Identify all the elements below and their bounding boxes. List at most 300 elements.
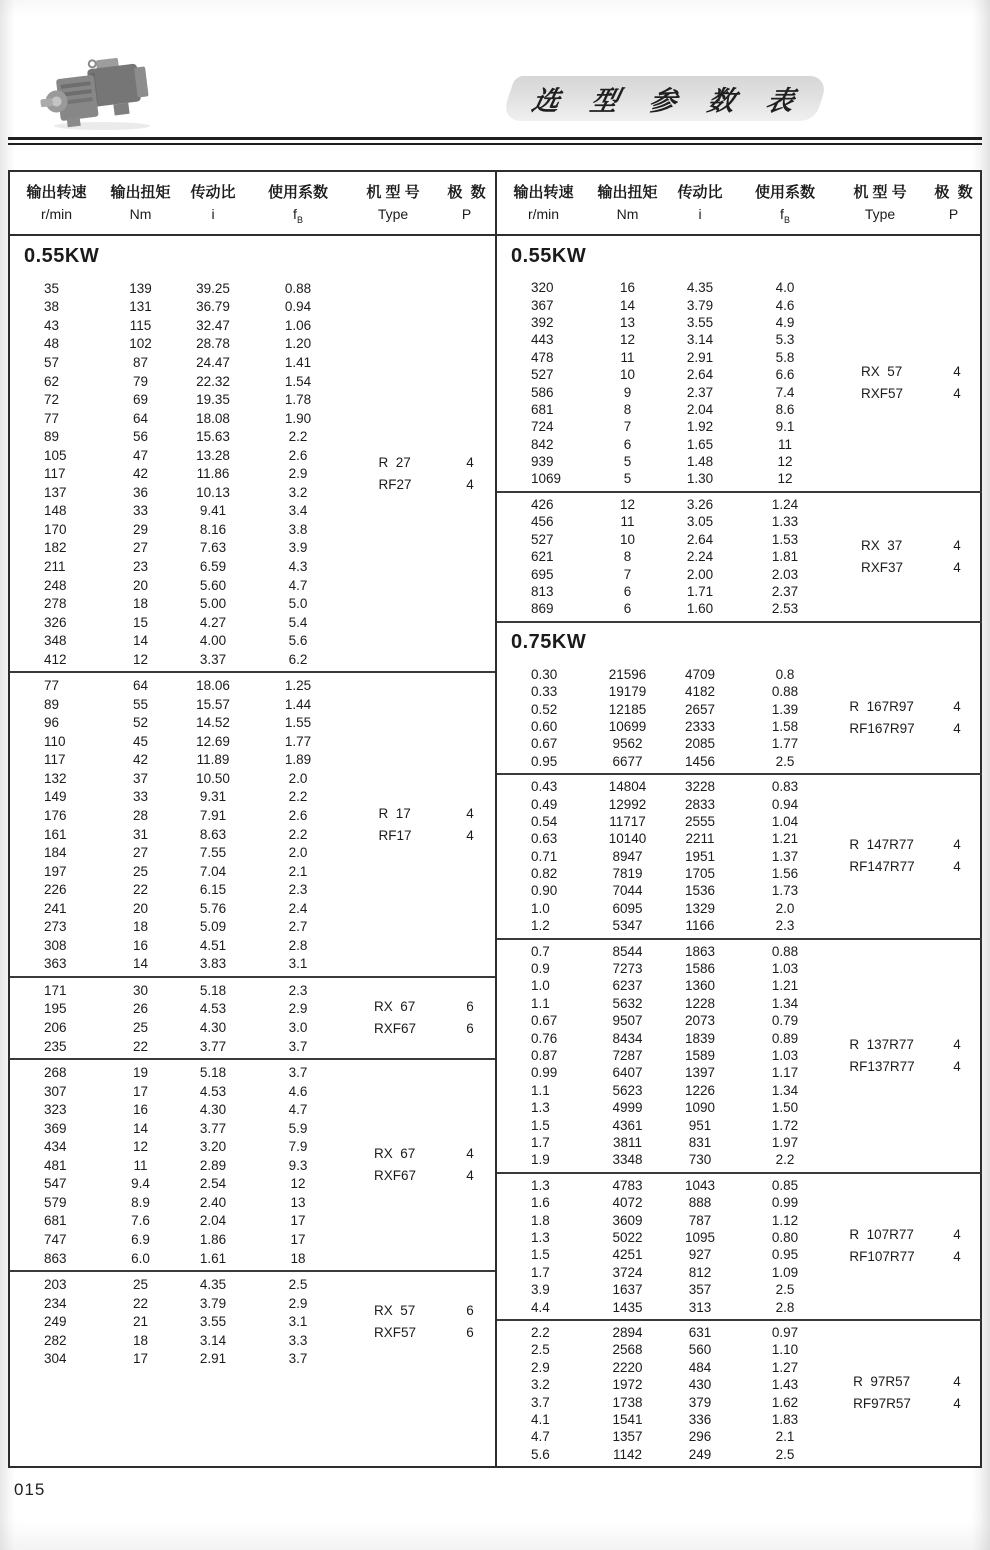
type-label-lines <box>849 1224 914 1268</box>
header-rule-bottom <box>8 143 982 145</box>
poles-line: 4 <box>953 537 961 553</box>
poles-label <box>443 803 497 847</box>
type-label-lines <box>374 1300 416 1344</box>
torque-value: 5632 <box>612 995 643 1011</box>
torque-value: 20 <box>132 577 149 593</box>
rpm-value: 137 <box>44 484 67 500</box>
ratio-value: 1.65 <box>686 436 714 452</box>
service-factor-value: 0.85 <box>771 1177 799 1193</box>
data-row <box>10 1082 495 1101</box>
poles-line: 4 <box>466 1146 474 1162</box>
type-label-lines <box>849 834 914 878</box>
service-factor-value: 3.4 <box>288 503 308 519</box>
ratio-value: 4.53 <box>199 1001 227 1017</box>
type-line: R 147R77 <box>849 837 914 853</box>
column-header-cn: 输出扭矩 <box>110 184 171 202</box>
data-row <box>497 900 982 917</box>
page-title: 选 型 参 数 表 <box>529 86 810 116</box>
data-block <box>497 775 982 938</box>
type-line: RX 67 <box>373 999 416 1015</box>
torque-value: 33 <box>132 503 149 519</box>
poles-line: 4 <box>466 827 474 843</box>
rpm-value: 132 <box>44 770 67 786</box>
ratio-value: 888 <box>688 1195 712 1211</box>
data-block <box>10 1060 495 1270</box>
poles-line: 6 <box>466 1324 474 1340</box>
poles-label <box>930 1371 984 1415</box>
rpm-value: 0.43 <box>531 779 558 795</box>
rpm-value: 1.1 <box>531 995 550 1011</box>
type-label-lines <box>861 535 903 579</box>
service-factor-value: 1.62 <box>771 1394 799 1410</box>
type-label <box>345 452 445 496</box>
data-row <box>10 613 495 632</box>
rpm-value: 89 <box>44 429 60 445</box>
service-factor-value: 1.21 <box>771 831 799 847</box>
column-header-cn: 输出转速 <box>513 184 574 202</box>
data-row <box>10 936 495 955</box>
service-factor-value: 1.25 <box>284 678 312 694</box>
data-row <box>10 1193 495 1212</box>
data-row <box>10 714 495 733</box>
rpm-value: 89 <box>44 696 60 712</box>
ratio-value: 1166 <box>685 918 715 934</box>
data-row <box>10 631 495 650</box>
torque-value: 1738 <box>612 1394 643 1410</box>
service-factor-value: 3.7 <box>288 1065 308 1081</box>
torque-value: 27 <box>132 845 149 861</box>
torque-value: 1541 <box>612 1411 643 1427</box>
ratio-value: 3.79 <box>686 297 714 313</box>
data-row <box>497 1082 982 1099</box>
torque-value: 6.9 <box>131 1231 150 1247</box>
torque-value: 19 <box>132 1065 149 1081</box>
rpm-value: 1.8 <box>531 1212 550 1228</box>
service-factor-value: 2.9 <box>288 1001 308 1017</box>
service-factor-value: 2.8 <box>288 937 308 953</box>
service-factor-value: 3.7 <box>288 1038 308 1054</box>
type-label-lines <box>378 452 411 496</box>
rpm-value: 195 <box>44 1001 67 1017</box>
data-row <box>10 335 495 354</box>
ratio-value: 3.26 <box>686 496 714 512</box>
ratio-value: 1.48 <box>686 454 714 470</box>
poles-line: 4 <box>466 805 474 821</box>
data-row <box>10 390 495 409</box>
rpm-value: 320 <box>531 280 554 296</box>
service-factor-value: 2.6 <box>288 447 308 463</box>
torque-value: 6095 <box>612 900 643 916</box>
service-factor-value: 4.7 <box>288 1102 308 1118</box>
ratio-value: 10.13 <box>196 484 230 500</box>
ratio-value: 1863 <box>684 943 716 959</box>
rpm-value: 434 <box>44 1139 67 1155</box>
ratio-value: 1.30 <box>686 471 714 487</box>
rpm-value: 4.7 <box>531 1429 550 1445</box>
type-label <box>832 1371 932 1415</box>
type-line: RX 57 <box>373 1302 416 1318</box>
ratio-value: 379 <box>688 1394 712 1410</box>
rpm-value: 77 <box>44 410 60 426</box>
torque-value: 8434 <box>612 1030 643 1046</box>
torque-value: 6 <box>623 583 632 599</box>
torque-value: 8947 <box>612 848 643 864</box>
service-factor-value: 0.94 <box>771 796 799 812</box>
page-title-band <box>501 76 830 121</box>
data-row <box>10 539 495 558</box>
ratio-value: 5.76 <box>199 900 227 916</box>
rpm-value: 170 <box>44 521 67 537</box>
column-header-cn: 机 型 号 <box>366 184 420 202</box>
torque-value: 6.0 <box>131 1250 150 1266</box>
service-factor-value: 1.21 <box>771 978 799 994</box>
ratio-value: 831 <box>688 1134 712 1150</box>
ratio-value: 430 <box>688 1377 712 1393</box>
data-row <box>10 298 495 317</box>
torque-value: 21596 <box>608 666 647 682</box>
data-row <box>10 520 495 539</box>
rpm-value: 206 <box>44 1019 67 1035</box>
torque-value: 7.6 <box>131 1213 150 1229</box>
type-label <box>832 834 932 878</box>
rpm-value: 0.87 <box>531 1048 558 1064</box>
data-row <box>497 513 982 530</box>
ratio-value: 22.32 <box>196 373 230 389</box>
torque-value: 4783 <box>612 1177 643 1193</box>
rpm-value: 1.0 <box>531 978 550 994</box>
data-row <box>497 666 982 683</box>
rpm-value: 1.3 <box>531 1100 550 1116</box>
ratio-value: 7.04 <box>199 863 227 879</box>
service-factor-value: 1.04 <box>771 813 799 829</box>
ratio-value: 1095 <box>684 1230 716 1246</box>
type-line: R 97R57 <box>853 1374 911 1390</box>
service-factor-value: 2.5 <box>775 1282 795 1298</box>
service-factor-value: 1.72 <box>771 1117 799 1133</box>
service-factor-value: 3.1 <box>288 956 308 972</box>
rpm-value: 176 <box>44 808 67 824</box>
torque-value: 36 <box>132 484 149 500</box>
type-line: R 107R77 <box>849 1227 914 1243</box>
service-factor-value: 1.27 <box>771 1359 799 1375</box>
torque-value: 64 <box>132 410 149 426</box>
poles-line: 4 <box>466 1168 474 1184</box>
data-row <box>10 279 495 298</box>
service-factor-value: 3.2 <box>288 484 308 500</box>
type-line: RXF37 <box>860 559 904 575</box>
ratio-value: 7.55 <box>199 845 227 861</box>
poles-label <box>930 834 984 878</box>
rpm-value: 1.2 <box>531 918 550 934</box>
torque-value: 12 <box>619 332 636 348</box>
ratio-value: 5.18 <box>199 982 227 998</box>
ratio-value: 7.91 <box>199 808 227 824</box>
torque-value: 13 <box>619 314 636 330</box>
torque-value: 19179 <box>608 684 647 700</box>
service-factor-value: 2.3 <box>288 882 308 898</box>
torque-value: 3811 <box>612 1134 643 1150</box>
rpm-value: 268 <box>44 1065 67 1081</box>
service-factor-value: 3.9 <box>288 540 308 556</box>
service-factor-value: 2.3 <box>775 918 795 934</box>
column-header-unit: $f_B$ <box>780 206 790 225</box>
torque-value: 3348 <box>612 1152 643 1168</box>
rpm-value: 161 <box>44 826 67 842</box>
torque-value: 14 <box>132 633 149 649</box>
data-row <box>497 436 982 453</box>
torque-value: 18 <box>132 919 149 935</box>
data-block <box>497 1321 982 1466</box>
ratio-value: 927 <box>688 1247 712 1263</box>
service-factor-value: 3.1 <box>288 1314 308 1330</box>
rpm-value: 4.1 <box>531 1411 550 1427</box>
service-factor-value: 1.90 <box>284 410 312 426</box>
rpm-value: 4.4 <box>531 1299 550 1315</box>
data-row <box>497 1281 982 1298</box>
ratio-value: 2.64 <box>686 531 714 547</box>
ratio-value: 3.14 <box>686 332 714 348</box>
torque-value: 12 <box>132 1139 149 1155</box>
data-row <box>10 353 495 372</box>
data-row <box>497 496 982 513</box>
ratio-value: 4.00 <box>199 633 227 649</box>
ratio-value: 11.86 <box>196 466 230 482</box>
poles-line: 4 <box>953 1374 961 1390</box>
torque-value: 47 <box>132 447 149 463</box>
column-header-unit: $f_B$ <box>293 206 303 225</box>
rpm-value: 197 <box>44 863 67 879</box>
ratio-value: 1536 <box>684 883 716 899</box>
data-row <box>497 813 982 830</box>
service-factor-value: 1.81 <box>771 549 799 565</box>
rpm-value: 249 <box>44 1314 67 1330</box>
poles-label <box>930 696 984 740</box>
column-header-unit: i <box>698 206 702 223</box>
data-row <box>10 1275 495 1294</box>
ratio-value: 4709 <box>684 666 716 682</box>
ratio-value: 249 <box>688 1446 712 1462</box>
service-factor-value: 1.37 <box>771 848 799 864</box>
data-row <box>497 977 982 994</box>
torque-value: 8544 <box>612 943 643 959</box>
ratio-value: 9.41 <box>199 503 227 519</box>
ratio-value: 1.60 <box>686 601 714 617</box>
service-factor-value: 3.3 <box>288 1332 308 1348</box>
torque-value: 6 <box>623 436 632 452</box>
column-header-cn: 输出扭矩 <box>597 184 658 202</box>
rpm-value: 0.54 <box>531 813 558 829</box>
torque-value: 7044 <box>612 883 643 899</box>
type-line: RF167R97 <box>849 720 915 736</box>
ratio-value: 3228 <box>684 779 716 795</box>
ratio-value: 9.31 <box>199 789 227 805</box>
ratio-value: 2211 <box>685 831 715 847</box>
torque-value: 9 <box>623 384 632 400</box>
torque-value: 7819 <box>612 866 643 882</box>
data-row <box>10 1349 495 1368</box>
rpm-value: 323 <box>44 1102 67 1118</box>
service-factor-value: 17 <box>290 1231 306 1247</box>
ratio-value: 1228 <box>684 995 716 1011</box>
service-factor-value: 1.39 <box>771 701 799 717</box>
data-row <box>10 594 495 613</box>
torque-value: 22 <box>132 1295 149 1311</box>
rpm-value: 278 <box>44 596 67 612</box>
type-label-lines <box>374 996 416 1040</box>
torque-value: 22 <box>132 1038 149 1054</box>
type-label <box>345 803 445 847</box>
data-row <box>497 753 982 770</box>
torque-value: 52 <box>132 715 149 731</box>
data-row <box>10 557 495 576</box>
ratio-value: 3.55 <box>199 1314 227 1330</box>
service-factor-value: 1.44 <box>284 696 312 712</box>
ratio-value: 24.47 <box>196 354 230 370</box>
poles-label <box>930 361 984 405</box>
service-factor-value: 0.95 <box>771 1247 799 1263</box>
column-header-unit: r/min <box>40 206 73 223</box>
ratio-value: 1839 <box>684 1030 716 1046</box>
rpm-value: 443 <box>531 332 554 348</box>
ratio-value: 4.30 <box>199 1019 227 1035</box>
ratio-value: 2.24 <box>686 549 714 565</box>
column-header-cn: 输出转速 <box>26 184 87 202</box>
torque-value: 15 <box>132 614 149 630</box>
type-label <box>832 361 932 405</box>
rpm-value: 149 <box>44 789 67 805</box>
rpm-value: 226 <box>44 882 67 898</box>
ratio-value: 4.27 <box>199 614 227 630</box>
rpm-value: 0.30 <box>531 666 558 682</box>
service-factor-value: 0.99 <box>771 1195 799 1211</box>
type-label <box>345 996 445 1040</box>
type-label-lines <box>849 1034 914 1078</box>
rpm-value: 1.6 <box>531 1195 550 1211</box>
ratio-value: 631 <box>688 1325 712 1341</box>
ratio-value: 1397 <box>684 1065 716 1081</box>
torque-value: 55 <box>132 696 149 712</box>
torque-value: 11 <box>620 514 635 530</box>
service-factor-value: 2.2 <box>288 826 308 842</box>
rpm-value: 110 <box>44 733 66 749</box>
poles-line: 4 <box>953 386 961 402</box>
column-header-cn: 传动比 <box>190 184 236 202</box>
ratio-value: 2.04 <box>199 1213 227 1229</box>
data-row <box>497 1177 982 1194</box>
rpm-value: 547 <box>44 1176 67 1192</box>
data-block <box>497 493 982 621</box>
ratio-value: 3.79 <box>199 1295 227 1311</box>
ratio-value: 3.37 <box>199 651 227 667</box>
power-section-label: 0.75KW <box>511 631 587 654</box>
service-factor-value: 0.79 <box>771 1013 799 1029</box>
column-header-row <box>497 172 982 236</box>
column-header-unit: r/min <box>527 206 560 223</box>
poles-line: 4 <box>953 559 961 575</box>
service-factor-value: 2.0 <box>775 900 795 916</box>
ratio-value: 28.78 <box>196 336 230 352</box>
column-header-cn: 使用系数 <box>267 184 328 202</box>
ratio-value: 6.15 <box>199 882 227 898</box>
service-factor-value: 4.6 <box>775 297 795 313</box>
service-factor-value: 7.4 <box>775 384 795 400</box>
rpm-value: 148 <box>44 503 67 519</box>
type-label <box>832 696 932 740</box>
torque-value: 4361 <box>612 1117 643 1133</box>
ratio-value: 8.63 <box>199 826 227 842</box>
data-row <box>497 1194 982 1211</box>
data-block <box>10 1272 495 1371</box>
type-line: RX 57 <box>860 364 903 380</box>
rpm-value: 3.2 <box>531 1377 550 1393</box>
service-factor-value: 13 <box>290 1194 306 1210</box>
torque-value: 1637 <box>612 1282 643 1298</box>
torque-value: 25 <box>132 863 149 879</box>
torque-value: 25 <box>132 1019 149 1035</box>
service-factor-value: 4.3 <box>288 558 308 574</box>
service-factor-value: 4.7 <box>288 577 308 593</box>
data-row <box>497 795 982 812</box>
service-factor-value: 3.7 <box>288 1351 308 1367</box>
torque-value: 14 <box>619 297 636 313</box>
data-row <box>10 1119 495 1138</box>
ratio-value: 3.14 <box>199 1332 227 1348</box>
service-factor-value: 5.8 <box>775 349 795 365</box>
service-factor-value: 2.1 <box>288 863 308 879</box>
rpm-value: 0.52 <box>531 701 558 717</box>
torque-value: 1435 <box>612 1299 643 1315</box>
torque-value: 131 <box>129 299 152 315</box>
torque-value: 7287 <box>612 1048 643 1064</box>
service-factor-value: 9.3 <box>288 1157 308 1173</box>
ratio-value: 19.35 <box>196 392 230 408</box>
service-factor-value: 0.80 <box>771 1230 799 1246</box>
torque-value: 1972 <box>612 1377 643 1393</box>
rpm-value: 5.6 <box>531 1446 550 1462</box>
service-factor-value: 1.06 <box>284 317 312 333</box>
rpm-value: 412 <box>44 651 67 667</box>
service-factor-value: 12 <box>777 454 793 470</box>
service-factor-value: 1.41 <box>284 354 312 370</box>
type-line: RXF67 <box>373 1168 417 1184</box>
torque-value: 14 <box>132 1120 149 1136</box>
data-block <box>10 978 495 1058</box>
torque-value: 1142 <box>612 1446 643 1462</box>
service-factor-value: 6.6 <box>775 367 795 383</box>
service-factor-value: 9.1 <box>775 419 795 435</box>
service-factor-value: 1.34 <box>771 995 799 1011</box>
torque-value: 6677 <box>612 753 643 769</box>
service-factor-value: 1.34 <box>771 1082 799 1098</box>
data-row <box>10 862 495 881</box>
torque-value: 5347 <box>612 918 643 934</box>
service-factor-value: 2.5 <box>775 1446 795 1462</box>
rpm-value: 0.60 <box>531 718 558 734</box>
service-factor-value: 2.3 <box>288 982 308 998</box>
data-row <box>10 576 495 595</box>
poles-line: 6 <box>466 999 474 1015</box>
service-factor-value: 4.9 <box>775 314 795 330</box>
service-factor-value: 12 <box>290 1176 306 1192</box>
column-header <box>10 181 103 225</box>
service-factor-value: 1.03 <box>771 1048 799 1064</box>
ratio-value: 2.00 <box>686 566 714 582</box>
torque-value: 31 <box>132 826 149 842</box>
rpm-value: 363 <box>44 956 67 972</box>
data-row <box>497 882 982 899</box>
service-factor-value: 1.10 <box>771 1342 799 1358</box>
torque-value: 4999 <box>612 1100 643 1116</box>
